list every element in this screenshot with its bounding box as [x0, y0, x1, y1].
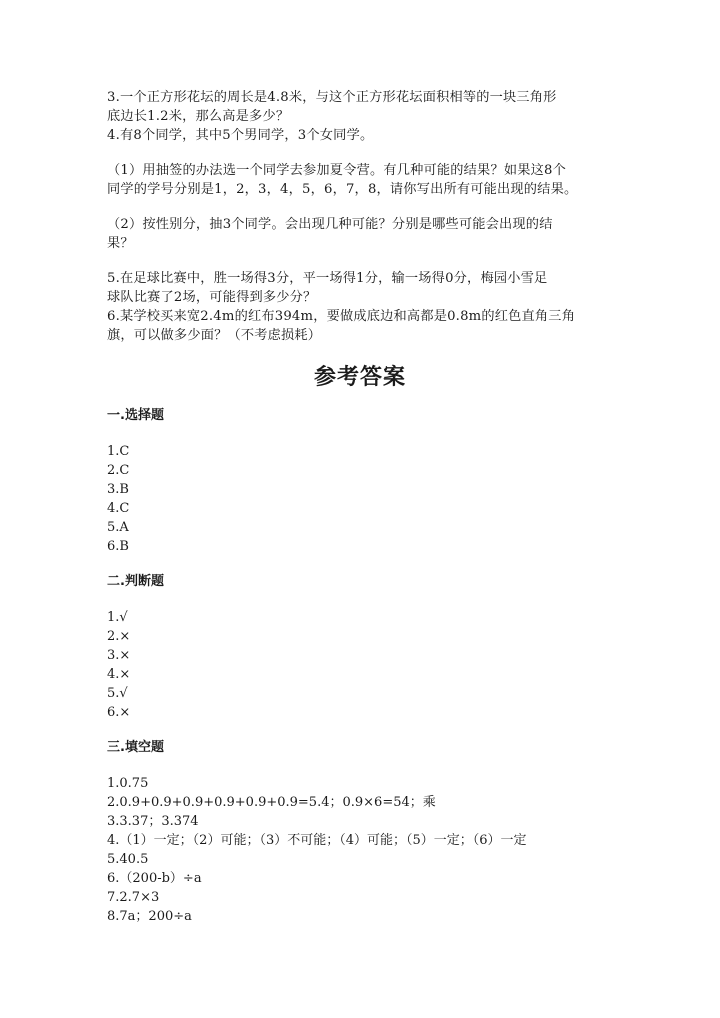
question-4-line-1: 4.有8个同学，其中5个男同学，3个女同学。 [107, 128, 374, 143]
section-heading-judgement: 二.判断题 [107, 574, 164, 589]
choice-answer: 6.B [107, 539, 129, 554]
choice-answer: 4.C [107, 501, 130, 516]
judgement-answer: 5.√ [107, 686, 128, 701]
choice-answer: 2.C [107, 463, 130, 478]
fill-blank-answer: 3.3.37；3.374 [107, 814, 199, 829]
question-3-line-1: 3.一个正方形花坛的周长是4.8米，与这个正方形花坛面积相等的一块三角形 [107, 90, 557, 105]
answer-key-title: 参考答案 [313, 365, 406, 390]
question-4-part-1-line-2: 同学的学号分别是1，2，3，4，5，6，7，8，请你写出所有可能出现的结果。 [107, 182, 578, 197]
question-5-line-2: 球队比赛了2场，可能得到多少分？ [107, 290, 317, 305]
fill-blank-answer: 8.7a；200÷a [107, 909, 192, 924]
section-heading-fill-blank: 三.填空题 [107, 740, 164, 755]
question-5-line-1: 5.在足球比赛中，胜一场得3分，平一场得1分，输一场得0分，梅园小雪足 [107, 271, 548, 286]
question-6-line-2: 旗，可以做多少面？（不考虑损耗） [107, 328, 322, 343]
section-heading-choice: 一.选择题 [107, 408, 164, 423]
choice-answer: 5.A [107, 520, 129, 535]
judgement-answer: 4.× [107, 667, 131, 682]
fill-blank-answer: 2.0.9+0.9+0.9+0.9+0.9+0.9=5.4；0.9×6=54；乘 [107, 795, 436, 810]
choice-answer: 3.B [107, 482, 129, 497]
fill-blank-answer: 1.0.75 [107, 776, 149, 791]
choice-answer: 1.C [107, 444, 130, 459]
fill-blank-answer: 5.40.5 [107, 852, 149, 867]
fill-blank-answer: 4.（1）一定；（2）可能；（3）不可能；（4）可能；（5）一定；（6）一定 [107, 833, 527, 848]
judgement-answer: 1.√ [107, 610, 128, 625]
judgement-answer: 2.× [107, 629, 131, 644]
question-4-part-2-line-1: （2）按性别分，抽3个同学。会出现几种可能？分别是哪些可能会出现的结 [107, 217, 553, 232]
question-4-part-2-line-2: 果？ [107, 236, 134, 251]
question-6-line-1: 6.某学校买来宽2.4m的红布394m，要做成底边和高都是0.8m的红色直角三角 [107, 309, 576, 324]
question-4-part-1-line-1: （1）用抽签的办法选一个同学去参加夏令营。有几种可能的结果？如果这8个 [107, 163, 566, 178]
fill-blank-answer: 6.（200-b）÷a [107, 871, 202, 886]
judgement-answer: 6.× [107, 705, 131, 720]
question-3-line-2: 底边长1.2米，那么高是多少？ [107, 109, 290, 124]
fill-blank-answer: 7.2.7×3 [107, 890, 160, 905]
judgement-answer: 3.× [107, 648, 131, 663]
